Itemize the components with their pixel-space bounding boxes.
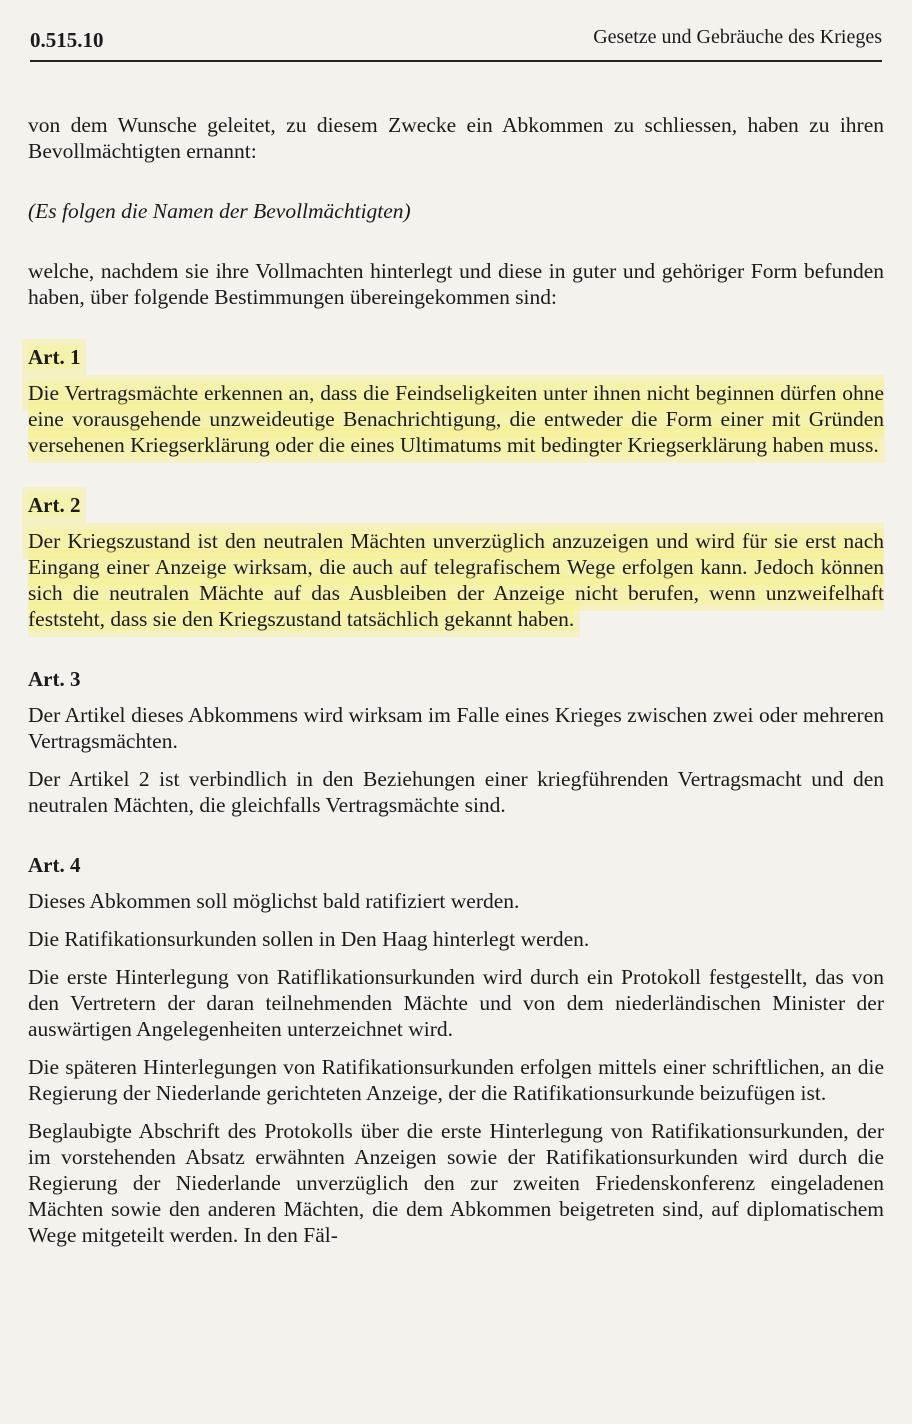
article-4-paragraph-3: Die erste Hinterlegung von Ratiflikationsurkunden wird durch ein Protokoll festgestellt, das von den Vertretern der daran teilnehmenden Mächte und von dem niederländischen Minister der auswärtigen Angelegenheiten unterzeichnet wird. [28,965,884,1041]
article-4-paragraph-1: Dieses Abkommen soll möglichst bald ratifiziert werden. [28,889,520,913]
article-3-paragraph-2: Der Artikel 2 ist verbindlich in den Beziehungen einer kriegführenden Vertragsmacht und den neutralen Mächten, die gleichfalls Vertragsmächte sind. [28,767,884,817]
article-4-paragraph-4: Die späteren Hinterlegungen von Ratifikationsurkunden erfolgen mittels einer schriftlichen, an die Regierung der Niederlande gerichteten Anzeige, der die Ratifikationsurkunde beizufügen ist. [28,1055,884,1105]
article-3-heading: Art. 3 [28,667,81,691]
article-4-paragraph-2: Die Ratifikationsurkunden sollen in Den Haag hinterlegt werden. [28,927,590,951]
article-4-paragraph-5: Beglaubigte Abschrift des Protokolls über die erste Hinterlegung von Ratifikationsurkunden, der im vorstehenden Absatz erwähnten Anzeigen sowie der Ratifikationsurkunden wird durch die Regierung der Niederlande unverzüglich den zur zweiten Friedenskonferenz eingeladenen Mächten sowie den anderen Mächten, die dem Abkommen beigetreten sind, auf diplomatischem Wege mitgeteilt werden. In den Fäl- [28,1119,884,1247]
agreement-paragraph: welche, nachdem sie ihre Vollmachten hinterlegt und diese in guter und gehöriger Form befunden haben, über folgende Bestimmungen übereingekommen sind: [28,259,884,309]
article-1-text: Die Vertragsmächte erkennen an, dass die Feindseligkeiten unter ihnen nicht beginnen dürfen ohne eine vorausgehende unzweideutige Benachrichtigung, die entweder die Form einer mit Gründen versehenen Kriegserklärung oder die eines Ultimatums mit bedingter Kriegserklärung haben muss. [28,381,884,457]
running-title: Gesetze und Gebräuche des Krieges [593,26,882,48]
page-number: 0.515.10 [30,28,104,52]
article-2-text: Der Kriegszustand ist den neutralen Mächten unverzüglich anzuzeigen und wird für sie erst nach Eingang einer Anzeige wirksam, die auch auf telegrafischem Wege erfolgen kann. Jedoch können sich die neutralen Mächte auf das Ausbleiben der Anzeige nicht berufen, wenn unzweifelhaft feststeht, dass sie den Kriegszustand tatsächlich gekannt haben. [28,529,884,631]
article-1 [28,344,884,458]
plenipotentiaries-note: (Es folgen die Namen der Bevollmächtigten) [28,199,411,223]
intro-paragraph: von dem Wunsche geleitet, zu diesem Zwecke ein Abkommen zu schliessen, haben zu ihren Bevollmächtigten ernannt: [28,113,884,163]
page-header [30,12,882,62]
article-4-heading: Art. 4 [28,853,81,877]
document-body [28,112,884,1248]
article-3-paragraph-1: Der Artikel dieses Abkommens wird wirksam im Falle eines Krieges zwischen zwei oder mehreren Vertragsmächten. [28,703,884,753]
article-3 [28,666,884,818]
article-4 [28,852,884,1248]
article-1-heading: Art. 1 [28,345,81,369]
article-2-heading: Art. 2 [28,493,81,517]
article-2 [28,492,884,632]
